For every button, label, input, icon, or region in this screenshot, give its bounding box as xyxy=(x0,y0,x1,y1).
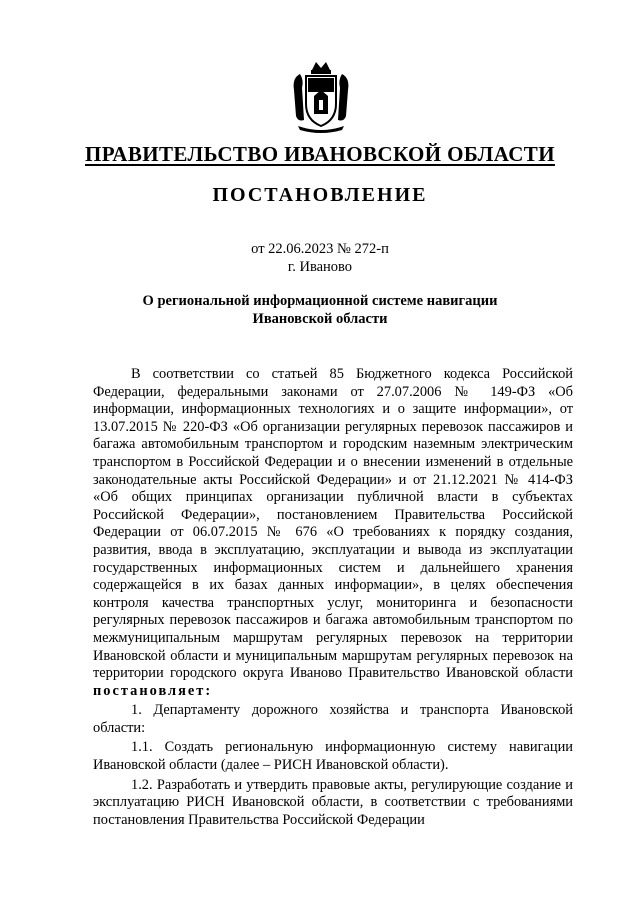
document-city: г. Иваново xyxy=(287,259,353,275)
coat-of-arms-icon xyxy=(290,60,352,134)
document-date-number: от 22.06.2023 № 272-п xyxy=(251,241,389,257)
document-body xyxy=(93,366,573,829)
document-title-line-2: Ивановской области xyxy=(252,311,388,327)
document-title-line-1: О региональной информационной системе навигации xyxy=(142,293,498,309)
preamble-text: В соответствии со статьей 85 Бюджетного кодекса Российской Федерации, федеральными законами от 27.07.2006 № 149-ФЗ «Об информации, информационных технологиях и о защите информации», от 13.07.2015 № 220-ФЗ «Об организации регулярных перевозок пассажиров и багажа автомобильным транспортом и городским наземным электрическим транспортом в Российской Федерации и о внесении изменений в отдельные законодательные акты Российской Федерации» и от 21.12.2021 № 414-ФЗ «Об общих принципах организации публичной власти в субъектах Российской Федерации», постановлением Правительства Российской Федерации от 06.07.2015 № 676 «О требованиях к порядку создания, развития, ввода в эксплуатацию, эксплуатации и вывода из эксплуатации государственных информационных систем и дальнейшего хранения содержащейся в их базах данных информации», в целях обеспечения контроля качества транспортных услуг, мониторинга и безопасности регулярных перевозок пассажиров и багажа автомобильным транспортом по межмуниципальным маршрутам регулярных перевозок на территории Ивановской области и муниципальным маршрутам регулярных перевозок на территории городского округа Иваново Правительство Ивановской области xyxy=(93,366,573,682)
document-title xyxy=(80,292,560,328)
preamble-paragraph xyxy=(93,366,573,700)
organization-name: ПРАВИТЕЛЬСТВО ИВАНОВСКОЙ ОБЛАСТИ xyxy=(85,142,555,166)
paragraph-item-1-1: 1.1. Создать региональную информационную систему навигации Ивановской области (далее – РИСН Ивановской области). xyxy=(93,739,573,774)
document-type: ПОСТАНОВЛЕНИЕ xyxy=(212,184,428,206)
decree-word: постановляет: xyxy=(93,682,213,699)
paragraph-item-1-2: 1.2. Разработать и утвердить правовые акты, регулирующие создание и эксплуатацию РИСН Ивановской области, в соответствии с требованиями постановления Правительства Российской Федерации xyxy=(93,776,573,828)
paragraph-item-1: 1. Департаменту дорожного хозяйства и транспорта Ивановской области: xyxy=(93,702,573,736)
